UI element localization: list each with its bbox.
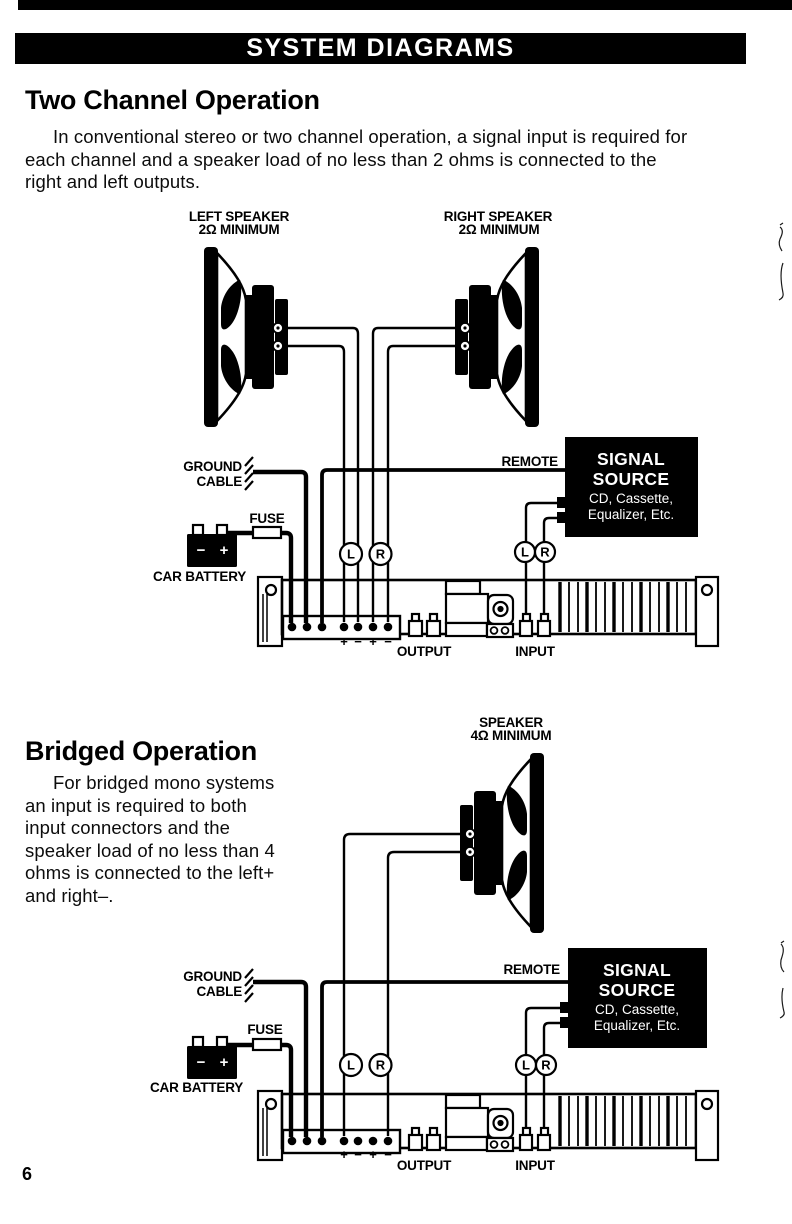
paragraph-line: and right–. — [25, 884, 114, 906]
scan-artifact — [780, 941, 784, 1018]
speaker-wire-plus — [344, 834, 467, 1136]
right-speaker-label-2: 2Ω MINIMUM — [458, 222, 540, 237]
signal-source-line4: Equalizer, Etc. — [587, 507, 675, 522]
fuse-body — [253, 1039, 281, 1050]
paragraph-line: an input is required to both — [25, 794, 247, 816]
speaker-label-2: 4Ω MINIMUM — [470, 728, 552, 743]
ground-label-1: GROUND — [183, 459, 242, 474]
output-label: OUTPUT — [396, 1158, 452, 1173]
page-banner-title: SYSTEM DIAGRAMS — [246, 34, 515, 62]
signal-source-line4: Equalizer, Etc. — [593, 1018, 681, 1033]
ground-label-1: GROUND — [183, 969, 242, 984]
paragraph-line: In conventional stereo or two channel operation, a signal input is required for — [53, 126, 688, 147]
input-label: INPUT — [515, 644, 555, 659]
fuse-label: FUSE — [247, 1022, 283, 1037]
ground-label-2: CABLE — [196, 474, 242, 489]
battery-minus-sign: − — [196, 542, 206, 559]
page-banner — [15, 33, 746, 64]
channel-badges — [340, 542, 555, 565]
polarity-mark: − — [384, 1147, 392, 1162]
ground-symbol — [245, 457, 253, 490]
input-left-badge: L — [522, 1057, 530, 1073]
battery-plus-sign: + — [219, 542, 229, 559]
car-battery-label: CAR BATTERY — [150, 1080, 244, 1095]
left-speaker — [204, 247, 288, 427]
right-speaker-label-1: RIGHT SPEAKER — [443, 209, 553, 224]
section-heading-bridged: Bridged Operation — [25, 736, 257, 766]
remote-label: REMOTE — [503, 962, 560, 977]
signal-source-box — [557, 437, 698, 537]
channel-badges — [340, 1054, 556, 1076]
ground-symbol — [245, 969, 253, 1002]
scan-edge-strip — [18, 0, 792, 10]
output-label: OUTPUT — [396, 644, 452, 659]
output-left-badge: L — [347, 546, 355, 562]
car-battery-label: CAR BATTERY — [153, 569, 247, 584]
signal-source-line1: SIGNAL — [603, 960, 671, 980]
left-speaker-label-2: 2Ω MINIMUM — [198, 222, 280, 237]
signal-source-line1: SIGNAL — [597, 449, 665, 469]
signal-source-box — [560, 948, 707, 1048]
input-right-badge: R — [540, 544, 550, 560]
page-number: 6 — [22, 1164, 33, 1184]
input-label: INPUT — [515, 1158, 555, 1173]
output-right-badge: R — [375, 1057, 386, 1073]
polarity-mark: − — [354, 634, 362, 649]
ground-label-2: CABLE — [196, 984, 242, 999]
polarity-mark: + — [369, 1147, 377, 1162]
signal-source-line2: SOURCE — [592, 469, 670, 489]
battery-plus-sign: + — [219, 1054, 229, 1071]
bridged-speaker — [460, 753, 544, 933]
paragraph-line: ohms is connected to the left+ — [25, 862, 275, 883]
input-right-badge: R — [541, 1057, 551, 1073]
input-left-badge: L — [521, 544, 529, 560]
amplifier — [258, 1091, 718, 1160]
speaker-label-1: SPEAKER — [479, 715, 543, 730]
polarity-mark: − — [384, 634, 392, 649]
paragraph-line: speaker load of no less than 4 — [25, 839, 275, 861]
fuse-body — [253, 527, 281, 538]
remote-label: REMOTE — [501, 454, 558, 469]
paragraph-line: each channel and a speaker load of no less than 2 ohms is connected to the — [25, 148, 657, 170]
two-channel-paragraph — [25, 126, 773, 194]
two-channel-diagram — [0, 200, 792, 670]
section-heading-two-channel: Two Channel Operation — [25, 85, 320, 115]
right-speaker-wire-plus — [373, 328, 463, 622]
paragraph-line: For bridged mono systems — [53, 772, 275, 793]
output-right-badge: R — [375, 546, 386, 562]
polarity-mark: + — [340, 1147, 348, 1162]
paragraph-line: input connectors and the — [25, 817, 231, 838]
signal-source-line3: CD, Cassette, — [588, 491, 674, 506]
paragraph-line: right and left outputs. — [25, 171, 201, 192]
polarity-mark: − — [354, 1147, 362, 1162]
polarity-mark: + — [340, 634, 348, 649]
right-speaker — [455, 247, 539, 427]
battery-minus-sign: − — [196, 1054, 206, 1071]
scan-artifact — [779, 223, 783, 300]
bridged-diagram — [0, 700, 792, 1180]
fuse-label: FUSE — [249, 511, 285, 526]
signal-source-line2: SOURCE — [598, 980, 676, 1000]
polarity-mark: + — [369, 634, 377, 649]
amplifier — [258, 577, 718, 646]
signal-source-line3: CD, Cassette, — [594, 1002, 680, 1017]
output-left-badge: L — [347, 1057, 355, 1073]
left-speaker-label-1: LEFT SPEAKER — [188, 209, 290, 224]
